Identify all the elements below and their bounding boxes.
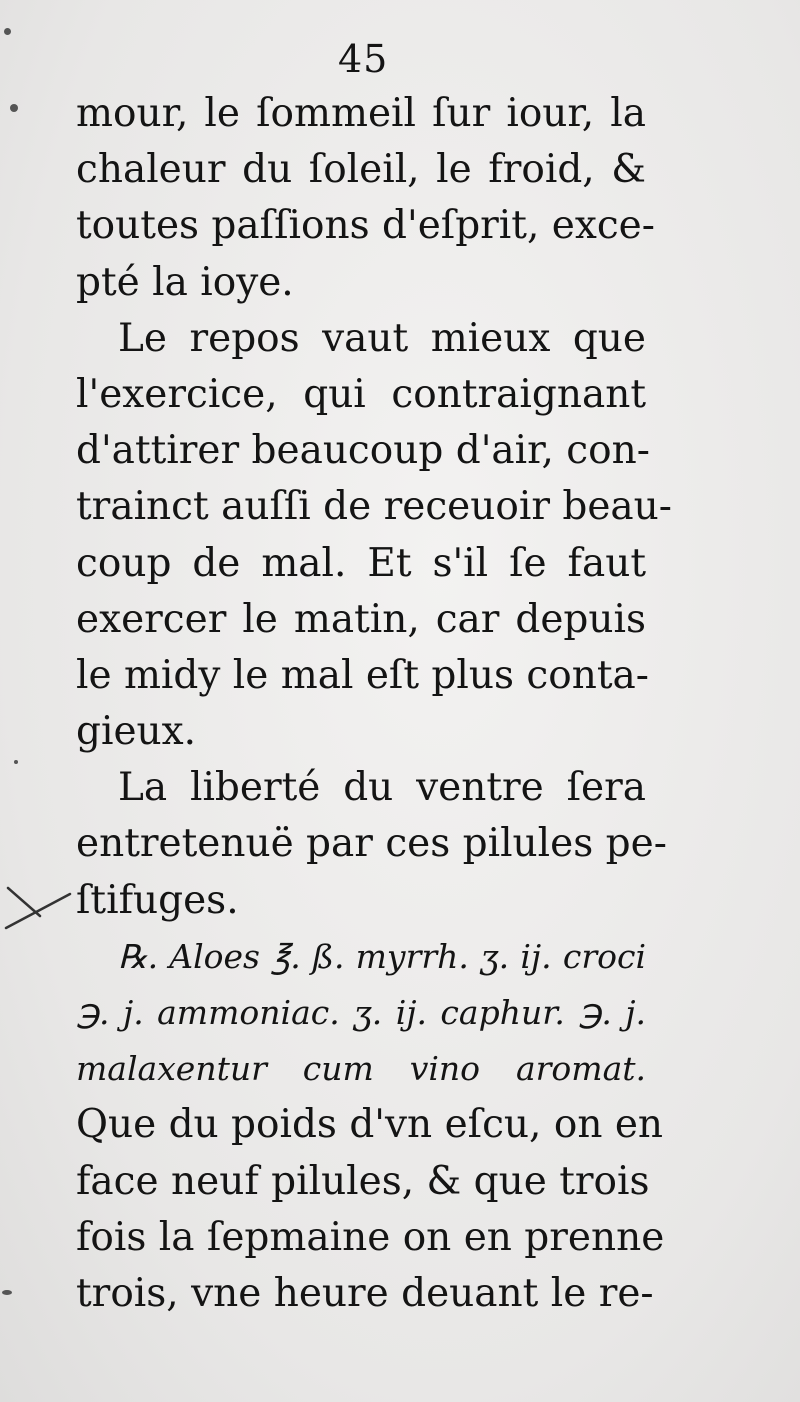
- recipe-line: malaxentur cum vino aromat.: [76, 1049, 646, 1089]
- text-line: chaleur du ſoleil, le froid, &: [76, 147, 646, 193]
- text-line: fois la ſepmaine on en prenne: [76, 1214, 665, 1260]
- paragraph-start: La liberté du ventre ſera: [118, 765, 646, 811]
- text-line: exercer le matin, car depuis: [76, 596, 646, 642]
- text-line: Que du poids d'vn eſcu, on en: [76, 1102, 664, 1148]
- text-line: trois, vne heure deuant le re-: [76, 1270, 654, 1316]
- ink-speck: [14, 760, 18, 764]
- body-text: [76, 86, 672, 1322]
- ink-speck: [2, 1290, 12, 1295]
- recipe-line: ℈. j. ammoniac. ʒ. ij. caphur. ℈. j.: [76, 993, 646, 1032]
- ink-speck: [4, 28, 11, 35]
- text-line: gieux.: [76, 709, 197, 755]
- text-line: d'attirer beaucoup d'air, con-: [76, 428, 650, 474]
- text-line: pté la ioye.: [76, 259, 294, 305]
- text-line: toutes paſſions d'eſprit, exce-: [76, 203, 655, 249]
- text-line: entretenuë par ces pilules pe-: [76, 821, 667, 867]
- text-line: trainct auſſi de receuoir beau-: [76, 484, 672, 530]
- text-line: face neuf pilules, & que trois: [76, 1158, 650, 1204]
- paragraph-start: Le repos vaut mieux que: [118, 315, 646, 361]
- text-line: coup de mal. Et s'il ſe faut: [76, 540, 646, 586]
- recipe-line: ℞. Aloes ℥. ß. myrrh. ʒ. ij. croci: [118, 936, 646, 976]
- ink-speck: [10, 104, 18, 112]
- text-line: ſtifuges.: [76, 877, 239, 923]
- text-line: mour, le ſommeil ſur iour, la: [76, 91, 646, 136]
- margin-annotation-mark: [0, 880, 80, 940]
- text-line: le midy le mal eſt plus conta-: [76, 652, 649, 698]
- text-line: l'exercice, qui contraignant: [76, 371, 646, 417]
- page-number: 45: [338, 37, 389, 81]
